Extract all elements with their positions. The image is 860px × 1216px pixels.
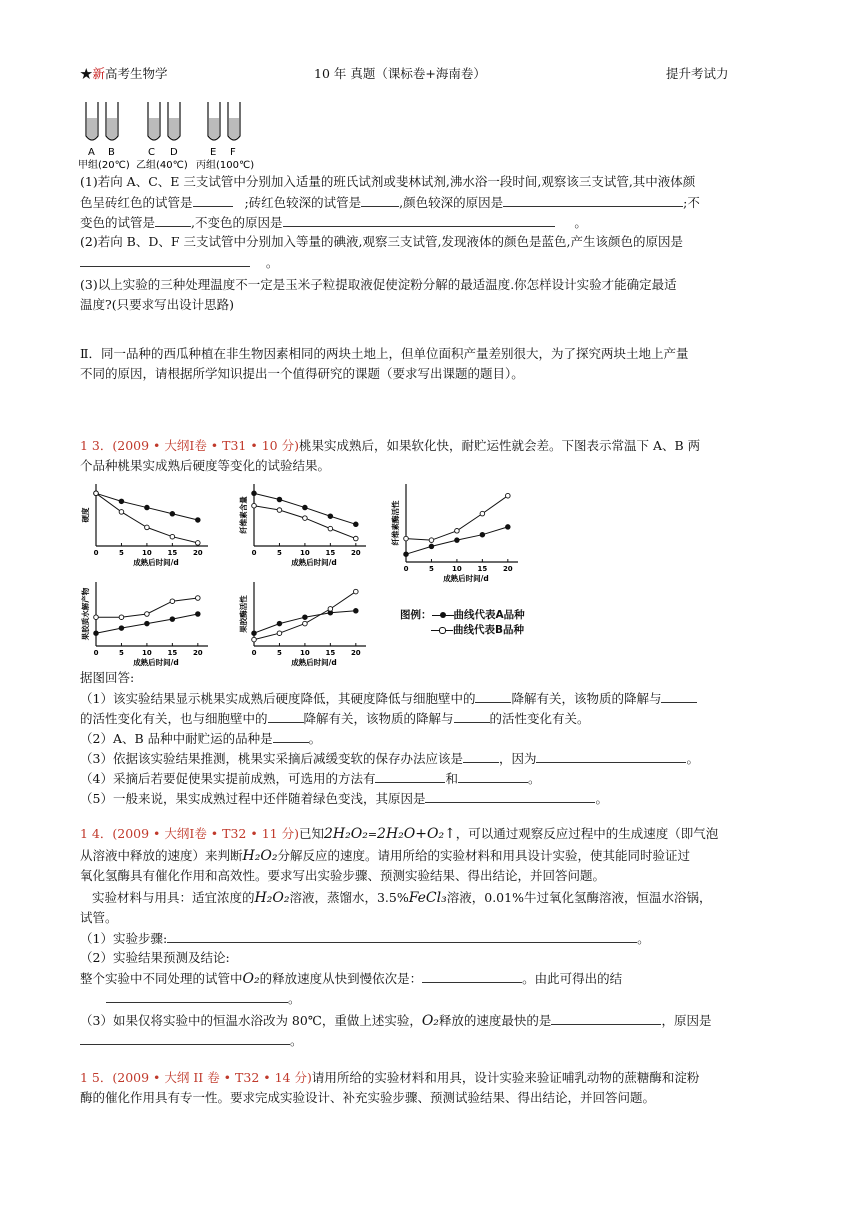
tube-liquid <box>87 118 97 139</box>
x-axis-label: 成熟后时间/d <box>133 658 179 667</box>
tube-liquid <box>149 118 159 139</box>
q14-line1: 1 4．(2009 • 大纲Ⅰ卷 • T32 • 11 分)已知2H₂O₂=2H₂O+O₂↑，可以通过观察反应过程中的生成速度（即气泡 <box>80 826 719 842</box>
x-tick-label: 20 <box>350 549 361 557</box>
x-axis-label: 成熟后时间/d <box>291 658 337 667</box>
data-point <box>455 529 460 534</box>
data-point <box>252 631 257 636</box>
tube-liquid <box>209 118 219 139</box>
tube-liquid <box>229 118 239 139</box>
q12-p1-line3: 变色的试管是 ,不变色的原因是 。 <box>80 212 780 233</box>
x-axis-label: 成熟后时间/d <box>443 574 489 583</box>
q14-step5: （3）如果仅将实验中的恒温水浴改为 80℃，重做上述实验，O₂释放的速度最快的是 ，原因是 <box>80 1010 780 1031</box>
x-tick-label: 10 <box>300 549 310 557</box>
data-point <box>170 511 175 516</box>
series-line <box>96 493 198 543</box>
data-point <box>303 505 308 510</box>
x-tick-label: 5 <box>119 549 124 557</box>
legend-a: 曲线代表A品种 <box>453 609 525 621</box>
x-tick-label: 0 <box>403 565 409 573</box>
x-tick-label: 20 <box>350 649 361 657</box>
q13-number: 1 3．(2009 • 大纲Ⅰ卷 • T31 • 10 分) <box>80 438 299 453</box>
q14-line3: 氧化氢酶具有催化作用和高效性。要求写出实验步骤、预测实验结果、得出结论，并回答问题。 <box>80 868 606 883</box>
legend-b: 曲线代表B品种 <box>453 624 525 636</box>
data-point <box>506 525 511 530</box>
q15-line2: 酶的催化作用具有专一性。要求完成实验设计、补充实验步骤、预测试验结果、得出结论，并回答问题。 <box>80 1090 656 1105</box>
tube-label-a: A <box>88 147 95 158</box>
data-point <box>328 526 333 531</box>
data-point <box>277 508 282 513</box>
x-tick-label: 10 <box>142 549 152 557</box>
data-point <box>480 532 485 537</box>
data-point <box>119 626 124 631</box>
data-point <box>145 621 150 626</box>
q14-step1: （1）实验步骤: 。 <box>80 928 780 949</box>
x-tick-label: 0 <box>251 549 257 557</box>
x-tick-label: 5 <box>119 649 124 657</box>
data-point <box>196 518 201 523</box>
group-label-1: 甲组(20℃) <box>78 160 130 171</box>
chart-legend <box>400 608 525 638</box>
data-point <box>119 615 124 620</box>
y-axis-label: 果胶酶活性 <box>239 595 248 633</box>
data-point <box>170 534 175 539</box>
tube-label-d: D <box>170 147 178 158</box>
q13-a5: （5）一般来说，果实成熟过程中还伴随着绿色变浅，其原因是 。 <box>80 788 780 809</box>
data-point <box>480 511 485 516</box>
data-point <box>277 631 282 636</box>
data-point <box>170 599 175 604</box>
star-mark: ★ <box>80 66 93 81</box>
q14-line2: 从溶液中释放的速度）来判断H₂O₂分解反应的速度。请用所给的实验材料和用具设计实验，使其能同时验证过 <box>80 848 690 864</box>
x-tick-label: 10 <box>300 649 310 657</box>
group-label-3: 丙组(100℃) <box>196 160 255 171</box>
test-tubes-figure <box>78 100 278 172</box>
q14-step2: （2）实验结果预测及结论: <box>80 950 230 965</box>
legend-title: 图例： <box>400 609 432 621</box>
data-point <box>252 503 257 508</box>
part2-line1: Ⅱ．同一品种的西瓜种植在非生物因素相同的两块土地上，但单位面积产量差别很大，为了探究两块土地上产量 <box>80 346 689 361</box>
data-point <box>145 612 150 617</box>
q13-line1: 1 3．(2009 • 大纲Ⅰ卷 • T31 • 10 分)桃果实成熟后，如果软化快，耐贮运性就会差。下图表示常温下 A、B 两 <box>80 438 701 453</box>
x-tick-label: 15 <box>167 649 178 657</box>
data-point <box>429 544 434 549</box>
q14-step4: 。 <box>80 988 806 1009</box>
data-point <box>196 596 201 601</box>
data-point <box>354 536 359 541</box>
x-tick-label: 20 <box>502 565 513 573</box>
q14-step3: 整个实验中不同处理的试管中O₂的释放速度从快到慢依次是： 。由此可得出的结 <box>80 968 780 989</box>
data-point <box>252 491 257 496</box>
x-tick-label: 20 <box>192 649 203 657</box>
data-point <box>429 538 434 543</box>
y-axis-label: 纤维素酶活性 <box>391 500 400 546</box>
data-point <box>328 607 333 612</box>
data-point <box>145 525 150 530</box>
y-axis-label: 果胶质水解产物 <box>81 587 90 641</box>
q12-p2-line1: (2)若向 B、D、F 三支试管中分别加入等量的碘液,观察三支试管,发现液体的颜色是蓝色,产生该颜色的原因是 <box>80 234 683 249</box>
header-red-char: 新 <box>92 66 106 81</box>
q12-p1-line2: 色呈砖红色的试管是 ;砖红色较深的试管是 ,颜色较深的原因是 ;不 <box>80 192 780 213</box>
x-tick-label: 15 <box>325 649 336 657</box>
q12-p3-line1: (3)以上实验的三种处理温度不一定是玉米子粒提取液促使淀粉分解的最适温度.你怎样设计实验才能确定最适 <box>80 277 677 292</box>
tube-label-e: E <box>210 147 217 158</box>
tubes-group <box>86 102 240 140</box>
series-line <box>254 506 356 539</box>
data-point <box>455 538 460 543</box>
tube-liquid <box>107 118 117 139</box>
header-center: 10 年 真题（课标卷+海南卷） <box>314 66 486 81</box>
data-point <box>354 589 359 594</box>
data-point <box>145 505 150 510</box>
data-point <box>506 493 511 498</box>
x-tick-label: 15 <box>477 565 488 573</box>
data-point <box>277 621 282 626</box>
q14-line4: 实验材料与用具：适宜浓度的H₂O₂溶液，蒸馏水，3.5%FeCl₃溶液，0.01%牛过氧化氢酶溶液，恒温水浴锅， <box>92 890 712 906</box>
tube-label-c: C <box>148 147 155 158</box>
data-point <box>303 615 308 620</box>
data-point <box>94 631 99 636</box>
tube-liquid <box>169 118 179 139</box>
q13-charts <box>78 474 548 670</box>
x-tick-label: 5 <box>277 549 282 557</box>
q13-a1-line1: （1）该实验结果显示桃果实成熟后硬度降低，其硬度降低与细胞壁中的 降解有关，该物质的降解与 <box>80 688 780 709</box>
header-left-text: 高考生物学 <box>105 66 168 81</box>
data-point <box>170 617 175 622</box>
x-tick-label: 5 <box>429 565 434 573</box>
data-point <box>94 491 99 496</box>
x-tick-label: 10 <box>142 649 152 657</box>
x-tick-label: 20 <box>192 549 203 557</box>
q12-p3-line2: 温度?(只要求写出设计思路) <box>80 297 234 312</box>
data-point <box>252 637 257 642</box>
part2-line2: 不同的原因，请根据所学知识提出一个值得研究的课题（要求写出课题的题目）。 <box>80 366 524 381</box>
data-point <box>354 609 359 614</box>
header-right: 提升考试力 <box>666 66 729 81</box>
data-point <box>277 497 282 502</box>
x-tick-label: 0 <box>251 649 257 657</box>
q13-line2: 个品种桃果实成熟后硬度等变化的试验结果。 <box>80 458 331 473</box>
data-point <box>354 522 359 527</box>
data-point <box>303 621 308 626</box>
data-point <box>196 612 201 617</box>
x-axis-label: 成熟后时间/d <box>133 558 179 567</box>
tube-label-f: F <box>230 147 236 158</box>
data-point <box>404 552 409 557</box>
data-point <box>196 541 201 546</box>
x-tick-label: 10 <box>452 565 462 573</box>
q13-after: 据图回答: <box>80 670 135 685</box>
x-tick-label: 15 <box>325 549 336 557</box>
q15-line1: 1 5．(2009 • 大纲 II 卷 • T32 • 14 分)请用所给的实验材料和用具，设计实验来验证哺乳动物的蔗糖酶和淀粉 <box>80 1070 700 1085</box>
q13-a3: （3）依据该实验结果推测，桃果实采摘后减缓变软的保存办法应该是 ，因为 。 <box>80 748 780 769</box>
data-point <box>404 536 409 541</box>
tube-label-b: B <box>108 147 115 158</box>
data-point <box>119 499 124 504</box>
x-tick-label: 5 <box>277 649 282 657</box>
x-tick-label: 15 <box>167 549 178 557</box>
q12-p1-line1: (1)若向 A、C、E 三支试管中分别加入适量的班氏试剂或斐林试剂,沸水浴一段时间,观察该三支试管,其中液体颜 <box>80 174 696 189</box>
data-point <box>328 514 333 519</box>
y-axis-label: 硬度 <box>81 507 90 523</box>
y-axis-label: 纤维素含量 <box>239 496 248 534</box>
q13-a4: （4）采摘后若要促使果实提前成熟，可选用的方法有 和 。 <box>80 768 780 789</box>
data-point <box>119 510 124 515</box>
x-tick-label: 0 <box>93 549 99 557</box>
q14-step6: 。 <box>80 1030 780 1051</box>
q13-a1-line2: 的活性变化有关，也与细胞壁中的 降解有关，该物质的降解与 的活性变化有关。 <box>80 708 780 729</box>
group-label-2: 乙组(40℃) <box>136 160 188 171</box>
data-point <box>94 615 99 620</box>
data-point <box>303 516 308 521</box>
q12-p2-line2: 。 <box>80 252 780 273</box>
header-left <box>80 64 168 82</box>
q15-number: 1 5．(2009 • 大纲 II 卷 • T32 • 14 分) <box>80 1070 312 1085</box>
x-axis-label: 成熟后时间/d <box>291 558 337 567</box>
x-tick-label: 0 <box>93 649 99 657</box>
q13-a2: （2）A、B 品种中耐贮运的品种是 。 <box>80 728 780 749</box>
q14-line5: 试管。 <box>80 910 118 925</box>
q14-number: 1 4．(2009 • 大纲Ⅰ卷 • T32 • 11 分) <box>80 826 299 841</box>
